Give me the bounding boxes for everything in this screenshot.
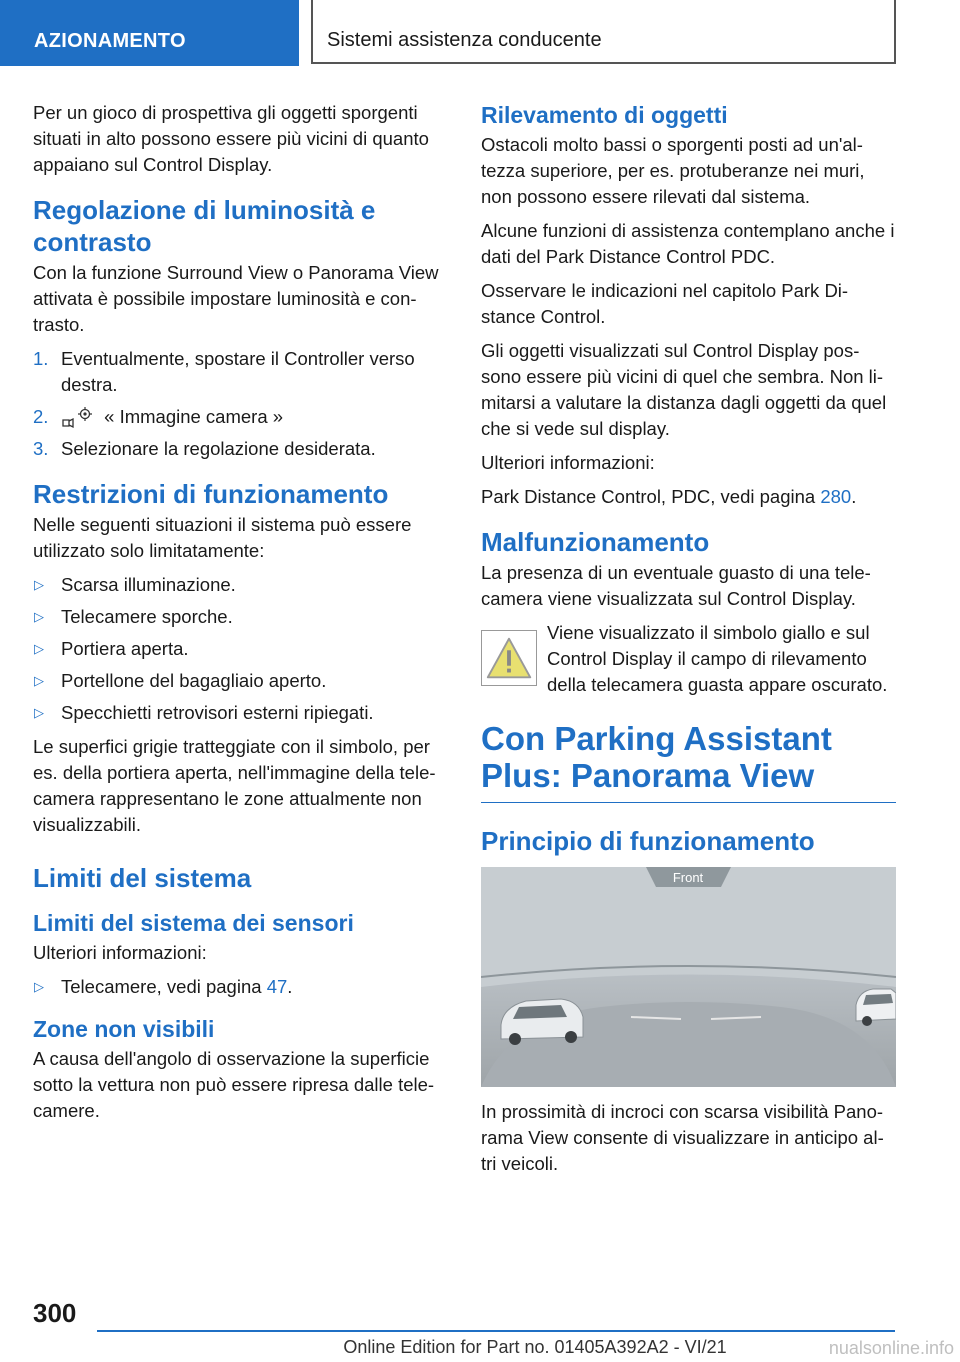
warning-text: Viene visualizzato il simbolo giallo e sul Control Display il campo di rilevamento della telecamera guasta appare oscurato. (547, 622, 888, 695)
restrictions-heading: Restrizioni di funzionamento (33, 479, 389, 510)
punctuation: . (851, 486, 857, 507)
list-item-text: Telecamere sporche. (61, 606, 233, 628)
list-item-text: Scarsa illuminazione. (61, 574, 236, 596)
bullet-triangle-icon: ▷ (34, 705, 44, 721)
footer-edition: Online Edition for Part no. 01405A392A2 - VI/21 (343, 1337, 727, 1357)
list-item (33, 700, 448, 726)
list-item (33, 668, 448, 694)
chapter-heading: Con Parking Assistant Plus: Panorama View (481, 720, 896, 803)
step-number: 3. (33, 438, 49, 460)
restrictions-list (33, 572, 448, 726)
brightness-heading: Regolazione di luminosità e contrasto (33, 195, 376, 257)
bullet-triangle-icon: ▷ (34, 609, 44, 625)
bullet-triangle-icon: ▷ (34, 577, 44, 593)
malfunction-paragraph: La presenza di un eventuale guasto di una tele-camera viene visualizzata sul Control Display. (481, 562, 871, 609)
more-info-label: Ulteriori informazioni: (481, 452, 655, 473)
blind-zones-paragraph: A causa dell'angolo di osservazione la superficie sotto la vettura non può essere ripresa dalle tele-camere. (33, 1048, 435, 1122)
detection-paragraph-2: Alcune funzioni di assistenza contemplano anche i dati del Park Distance Control PDC. (481, 220, 895, 267)
list-item (33, 572, 448, 598)
list-item-text: Telecamere, vedi pagina (61, 976, 267, 998)
steps-list (33, 346, 448, 462)
car-left-icon (501, 999, 583, 1045)
right-column (481, 100, 896, 1185)
list-item-text: Portellone del bagagliaio aperto. (61, 670, 327, 692)
bullet-triangle-icon: ▷ (34, 979, 44, 995)
camera-icon (61, 406, 93, 430)
sensor-refs-list (33, 974, 448, 1000)
pdc-reference-text: Park Distance Control, PDC, vedi pagina (481, 486, 821, 507)
list-item (33, 346, 448, 398)
blind-zones-heading: Zone non visibili (33, 1016, 215, 1043)
page-link[interactable]: 47 (266, 976, 288, 998)
photo-caption: In prossimità di incroci con scarsa visibilità Pano-rama View consente di visualizzare in anticipo al-tri veicoli. (481, 1101, 884, 1174)
bullet-triangle-icon: ▷ (34, 641, 44, 657)
list-item (33, 636, 448, 662)
more-info-label: Ulteriori informazioni: (33, 942, 207, 964)
front-label: Front (672, 870, 704, 885)
sensor-limits-heading: Limiti del sistema dei sensori (33, 910, 354, 937)
list-item (33, 404, 448, 430)
page-link[interactable]: 280 (820, 486, 852, 507)
pdc-reference (481, 484, 896, 510)
hatched-areas-paragraph: Le superfici grigie tratteggiate con il simbolo, per es. della portiera aperta, nell'immagine della tele-camera rappresentano le zone attualmente non visualizzabili. (33, 736, 436, 836)
restrictions-paragraph: Nelle seguenti situazioni il sistema può essere utilizzato solo limitatamente: (33, 514, 412, 562)
step-number: 2. (33, 406, 49, 427)
step-text: Selezionare la regolazione desiderata. (61, 438, 376, 460)
page-number: 300 (33, 1298, 77, 1328)
list-item-text: Portiera aperta. (61, 638, 189, 660)
list-item (33, 974, 448, 1000)
watermark: nualsonline.info (828, 1338, 954, 1358)
step-number: 1. (33, 348, 49, 369)
list-item (33, 604, 448, 630)
intro-paragraph: Per un gioco di prospettiva gli oggetti sporgenti situati in alto possono essere più vicini di quanto appaiano sul Control Display. (33, 102, 429, 175)
detection-paragraph-3: Osservare le indicazioni nel capitolo Park Di-stance Control. (481, 280, 849, 327)
left-column (33, 100, 448, 1132)
chapter-title: Sistemi assistenza conducente (311, 0, 896, 64)
punctuation: . (287, 976, 293, 998)
step-text: « Immagine camera » (104, 406, 284, 427)
step-text: Eventualmente, spostare il Controller verso destra. (61, 348, 415, 395)
principle-heading: Principio di funzionamento (481, 826, 815, 856)
detection-paragraph-4: Gli oggetti visualizzati sul Control Display pos-sono essere più vicini di quel che sembra. Non li-mitarsi a valutare la distanza dagli oggetti da quel che si vede sul display. (481, 340, 887, 439)
warning-note (481, 620, 896, 698)
panorama-view-camera-image (481, 867, 896, 1087)
section-tab: AZIONAMENTO (0, 0, 299, 66)
malfunction-heading: Malfunzionamento (481, 527, 710, 557)
detection-paragraph-1: Ostacoli molto bassi o sporgenti posti ad un'al-tezza superiore, per es. protuberanze nei muri, non possono essere rilevati dal sistema. (481, 134, 865, 207)
limits-heading: Limiti del sistema (33, 863, 252, 894)
warning-triangle-icon (481, 630, 537, 686)
bullet-triangle-icon: ▷ (34, 673, 44, 689)
brightness-paragraph: Con la funzione Surround View o Panorama View attivata è possibile impostare luminosità e con-trasto. (33, 262, 439, 335)
list-item (33, 436, 448, 462)
object-detection-heading: Rilevamento di oggetti (481, 102, 728, 128)
list-item-text: Specchietti retrovisori esterni ripiegati. (61, 702, 374, 724)
footer-divider (97, 1330, 895, 1332)
